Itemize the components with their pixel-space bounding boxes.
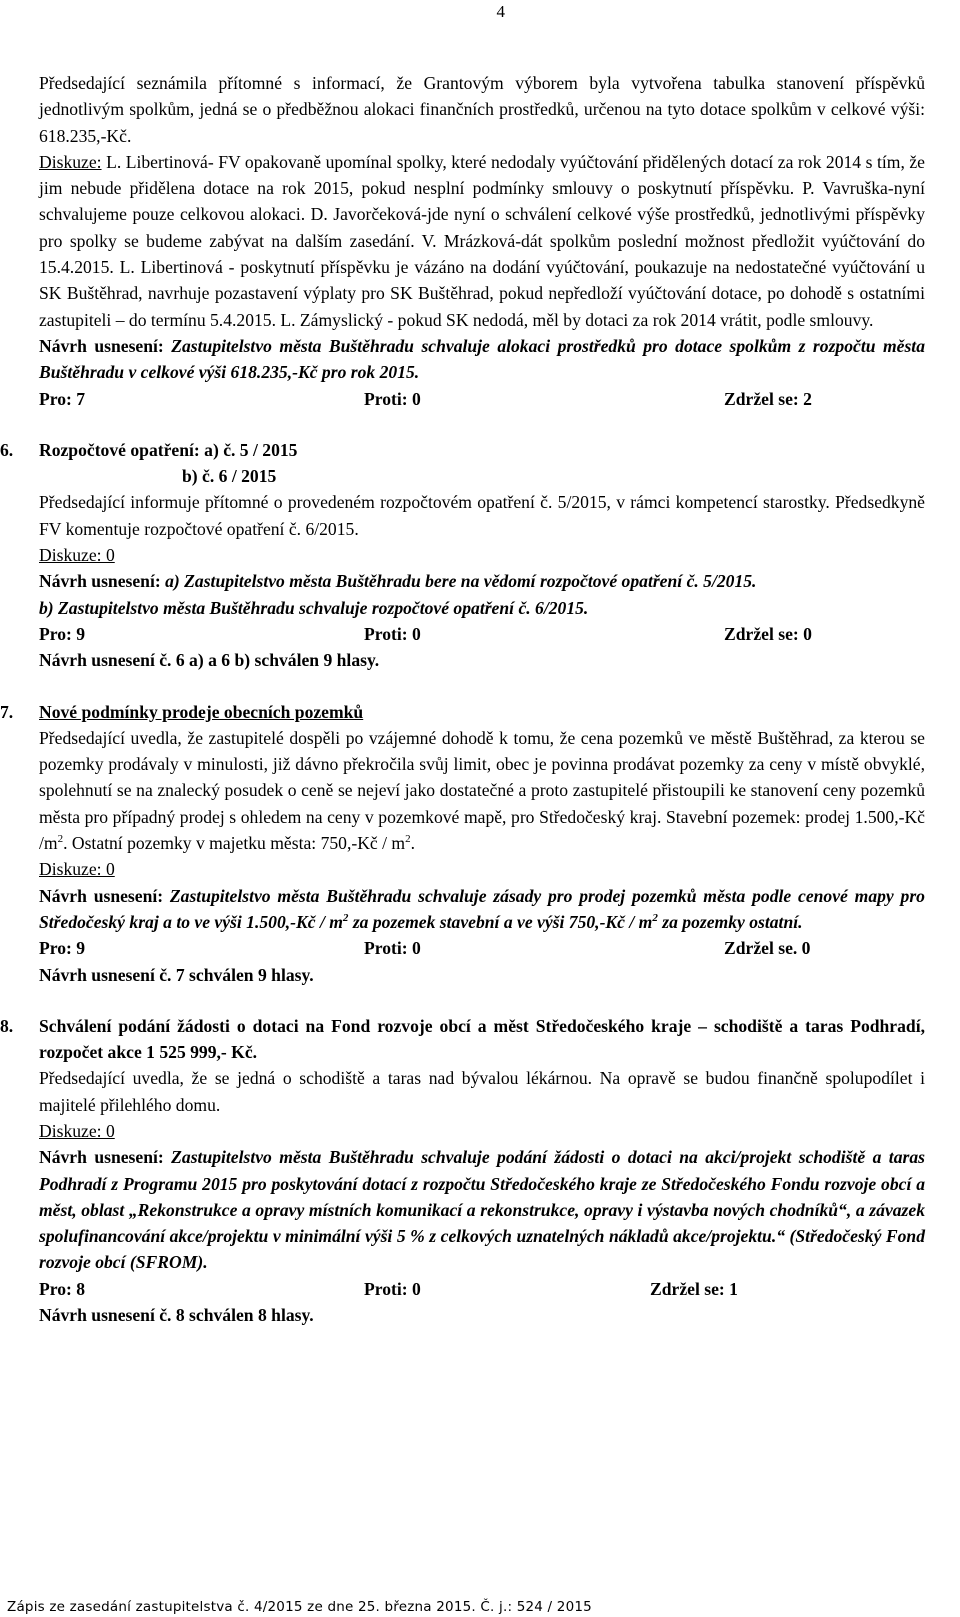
resolution-result: Návrh usnesení č. 8 schválen 8 hlasy.: [39, 1305, 314, 1326]
superscript: 2: [652, 912, 658, 925]
votes-for: Pro: 9: [39, 623, 86, 644]
text-part: Předsedající uvedla, že zastupitelé dospěli po vzájemné dohodě k tomu, že cena pozemků ve městě Buštěhrad, za kterou se pozemky prodávaly v minulosti, již dávno překročila svůj limit, obec je povinna prodávat pozemky za ceny v místě obvyklé, spolehnutí se na znalecký posudek o ceně se nejeví jako dostatečné a proto zastupitelé přistoupili ke stanovení ceny pozemků města pro případný prodej s ohledem na ceny v pozemkové mapě, pro Středočeský kraj. Stavební pozemek: prodej 1.500,-Kč /m: [39, 727, 925, 854]
votes-abstain: Zdržel se. 0: [724, 938, 811, 959]
page-footer: Zápis ze zasedání zastupitelstva č. 4/2015 ze dne 25. března 2015. Č. j.: 524 / 2015: [7, 1599, 592, 1615]
votes-for: Pro: 9: [39, 938, 86, 959]
resolution-text-b: b) Zastupitelstvo města Buštěhradu schvaluje rozpočtové opatření č. 6/2015.: [39, 597, 589, 618]
text-part: . Ostatní pozemky v majetku města: 750,-Kč / m: [63, 833, 406, 854]
resolution-label: Návrh usnesení:: [39, 571, 161, 592]
vote-results: [39, 621, 925, 647]
resolution-text-a: a) Zastupitelstvo města Buštěhradu bere na vědomí rozpočtové opatření č. 5/2015.: [160, 571, 757, 592]
section-number: 6.: [0, 439, 14, 460]
section-8-heading: [0, 1013, 925, 1066]
votes-abstain: Zdržel se: 1: [650, 1278, 738, 1299]
diskuze-label: Diskuze:: [39, 151, 102, 172]
superscript: 2: [57, 833, 64, 846]
votes-against: Proti: 0: [364, 938, 421, 959]
votes-for: Pro: 8: [39, 1278, 86, 1299]
resolution-proposal: [39, 1144, 925, 1275]
resolution-proposal: [39, 568, 925, 621]
document-body: [0, 70, 925, 1328]
text-part: .: [410, 833, 416, 854]
section-7-heading: [0, 699, 925, 725]
resolution-label: Návrh usnesení:: [39, 1147, 164, 1168]
votes-against: Proti: 0: [364, 623, 421, 644]
vote-results: [39, 935, 925, 961]
resolution-text: Zastupitelstvo města Buštěhradu schvaluje zásady pro prodej pozemků města podle cenové mapy pro Středočeský kraj a to ve výši 1.500,-Kč / m: [39, 885, 925, 932]
section-title: Rozpočtové opatření: a) č. 5 / 2015: [39, 439, 298, 460]
votes-against: Proti: 0: [364, 1278, 421, 1299]
section-number: 8.: [0, 1015, 14, 1036]
votes-against: Proti: 0: [364, 388, 421, 409]
section-title: Nové podmínky prodeje obecních pozemků: [39, 701, 364, 722]
section-number: 7.: [0, 701, 14, 722]
diskuze-line: Diskuze: 0: [39, 859, 115, 880]
vote-results: [39, 1276, 925, 1302]
resolution-text: za pozemky ostatní.: [657, 911, 803, 932]
resolution-label: Návrh usnesení:: [39, 885, 164, 906]
resolution-proposal: [39, 333, 925, 386]
section-7-text: [39, 725, 925, 856]
section-6-text: Předsedající informuje přítomné o provedeném rozpočtovém opatření č. 5/2015, v rámci kompetencí starostky. Předsedkyně FV komentuje rozpočtové opatření č. 6/2015.: [39, 492, 925, 539]
resolution-text: Zastupitelstvo města Buštěhradu schvaluje alokaci prostředků pro dotace spolkům z rozpočtu města Buštěhradu v celkové výši 618.235,-Kč pro rok 2015.: [39, 335, 925, 383]
diskuze-line: Diskuze: 0: [39, 1120, 115, 1141]
votes-for: Pro: 7: [39, 388, 86, 409]
resolution-text: Zastupitelstvo města Buštěhradu schvaluje podání žádosti o dotaci na akci/projekt schodiště a taras Podhradí z Programu 2015 pro poskytování dotací z rozpočtu Středočeského kraje ze Středočeského Fondu rozvoje obcí a měst, oblast „Rekonstrukce a opravy místních komunikací a rekonstrukce, opravy i výstavba nových chodníků“, a závazek spolufinancování akce/projektu v minimální výši 5 % z celkových uznatelných nákladů akce/projektu.“ (Středočeský Fond rozvoje obcí (SFROM).: [39, 1147, 925, 1273]
resolution-label: Návrh usnesení:: [39, 335, 164, 356]
section-6-heading: [0, 437, 925, 463]
superscript: 2: [405, 833, 411, 846]
page-number: 4: [496, 2, 505, 21]
resolution-result: Návrh usnesení č. 7 schválen 9 hlasy.: [39, 964, 314, 985]
votes-abstain: Zdržel se: 2: [724, 388, 812, 409]
resolution-proposal: [39, 883, 925, 936]
superscript: 2: [342, 912, 349, 925]
intro-text: Předsedající seznámila přítomné s informací, že Grantovým výborem byla vytvořena tabulka stanovení příspěvků jednotlivým spolkům, jedná se o předběžnou alokaci finančních prostředků, určenou na tyto dotace spolkům v celkové výši: 618.235,-Kč.: [39, 73, 925, 146]
resolution-result: Návrh usnesení č. 6 a) a 6 b) schválen 9 hlasy.: [39, 650, 380, 671]
intro-paragraph: [39, 70, 925, 333]
votes-abstain: Zdržel se: 0: [724, 623, 812, 644]
diskuze-line: Diskuze: 0: [39, 545, 115, 566]
section-title: Schválení podání žádosti o dotaci na Fond rozvoje obcí a měst Středočeského kraje – schodiště a taras Podhradí, rozpočet akce 1 525 999,- Kč.: [39, 1015, 925, 1063]
vote-results: [39, 386, 925, 412]
section-subtitle: b) č. 6 / 2015: [182, 466, 277, 487]
diskuze-text: L. Libertinová- FV opakovaně upomínal spolky, které nedodaly vyúčtování přidělených dotací za rok 2014 s tím, že jim nebude přidělena dotace na rok 2015, pokud nesplní podmínky smlouvy o poskytnutí příspěvku. P. Vavruška-nyní schvalujeme pouze celkovou alokaci. D. Javorčeková-jde nyní o schválení celkové výše prostředků, jednotlivými příspěvky pro spolky se budeme zabývat na dalším zasedání. V. Mrázková-dát spolkům poslední možnost předložit vyúčtování do 15.4.2015. L. Libertinová - poskytnutí příspěvku je vázáno na dodání vyúčtování, poukazuje na nedostatečné vyúčtování u SK Buštěhrad, navrhuje pozastavení výplaty pro SK Buštěhrad, pokud nepředloží vyúčtování dotace, po dohodě s ostatními zastupiteli – do termínu 5.4.2015. L. Zámyslický - pokud SK nedodá, měl by dotaci za rok 2014 vrátit, podle smlouvy.: [39, 151, 925, 330]
section-8-text: Předsedající uvedla, že se jedná o schodiště a taras nad bývalou lékárnou. Na opravě se budou finančně spolupodílet i majitelé přilehlého domu.: [39, 1068, 925, 1115]
resolution-text: za pozemek stavební a ve výši 750,-Kč / m: [348, 911, 653, 932]
